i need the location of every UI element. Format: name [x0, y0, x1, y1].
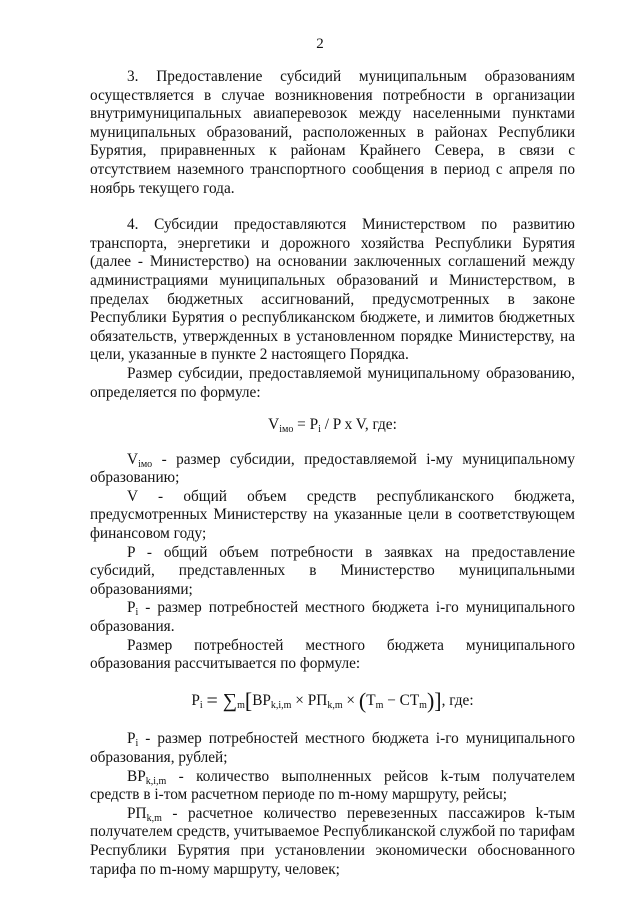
definition-p: P - общий объем потребности в заявках на предоставление субсидий, представленных в Министерство муниципальными образованиями;	[90, 543, 575, 598]
definition-vimo: $V_{iмо}$ - размер субсидии, предоставляемой i-му муниципальному образованию;	[90, 450, 575, 487]
formula-need: $P_i = \sum_m[BP_{k,i,m} \times РП_{k,m} \times (T_m - CT_m)]$, где:	[191, 687, 474, 713]
definition-vr: $BP_{k,i,m}$ - количество выполненных рейсов k-тым получателем средств в i-том расчетном периоде по m-ному маршруту, рейсы;	[90, 767, 575, 804]
formula-subsidy: $V_{iмо} = P_i / P$ x V, где:	[268, 416, 397, 436]
definition-rp: $РП_{k,m}$ - расчетное количество перевезенных пассажиров k-тым получателем средств, учитываемое Республиканской службой по тарифам Республики Бурятия при установлении экономически обоснованного тарифа по m-ному маршруту, человек;	[90, 804, 575, 878]
paragraph-4: 4. Субсидии предоставляются Министерством по развитию транспорта, энергетики и дорожного хозяйства Республики Бурятия (далее - Министерство) на основании заключенных соглашений между администрациями муниципальных образований и Министерством, в пределах бюджетных ассигнований, предусмотренных в законе Республики Бурятия о республиканском бюджете, и лимитов бюджетных обязательств, утвержденных в установленном порядке Министерству, на цели, указанные в пункте 2 настоящего Порядка.	[90, 216, 575, 364]
subsidy-size-intro: Размер субсидии, предоставляемой муниципальному образованию, определяется по формуле:	[90, 364, 575, 401]
need-size-intro: Размер потребностей местного бюджета муниципального образования рассчитывается по формуле:	[90, 636, 575, 673]
page-number: 2	[316, 36, 324, 52]
definition-pi: $P_i$ - размер потребностей местного бюджета i-го муниципального образования.	[90, 599, 575, 636]
definition-v: V - общий объем средств республиканского бюджета, предусмотренных Министерству на указанные цели в соответствующем финансовом году;	[90, 487, 575, 543]
definition-pi-rubles: $P_i$ - размер потребностей местного бюджета i-го муниципального образования, рублей;	[90, 730, 575, 766]
document-body	[90, 68, 575, 879]
paragraph-3: 3. Предоставление субсидий муниципальным образованиям осуществляется в случае возникновения потребности в организации внутримуниципальных авиаперевозок между населенными пунктами муниципальных образований, расположенных в районах Республики Бурятия, приравненных к районам Крайнего Севера, в связи с отсутствием наземного транспортного сообщения в период с апреля по ноябрь текущего года.	[90, 68, 575, 197]
